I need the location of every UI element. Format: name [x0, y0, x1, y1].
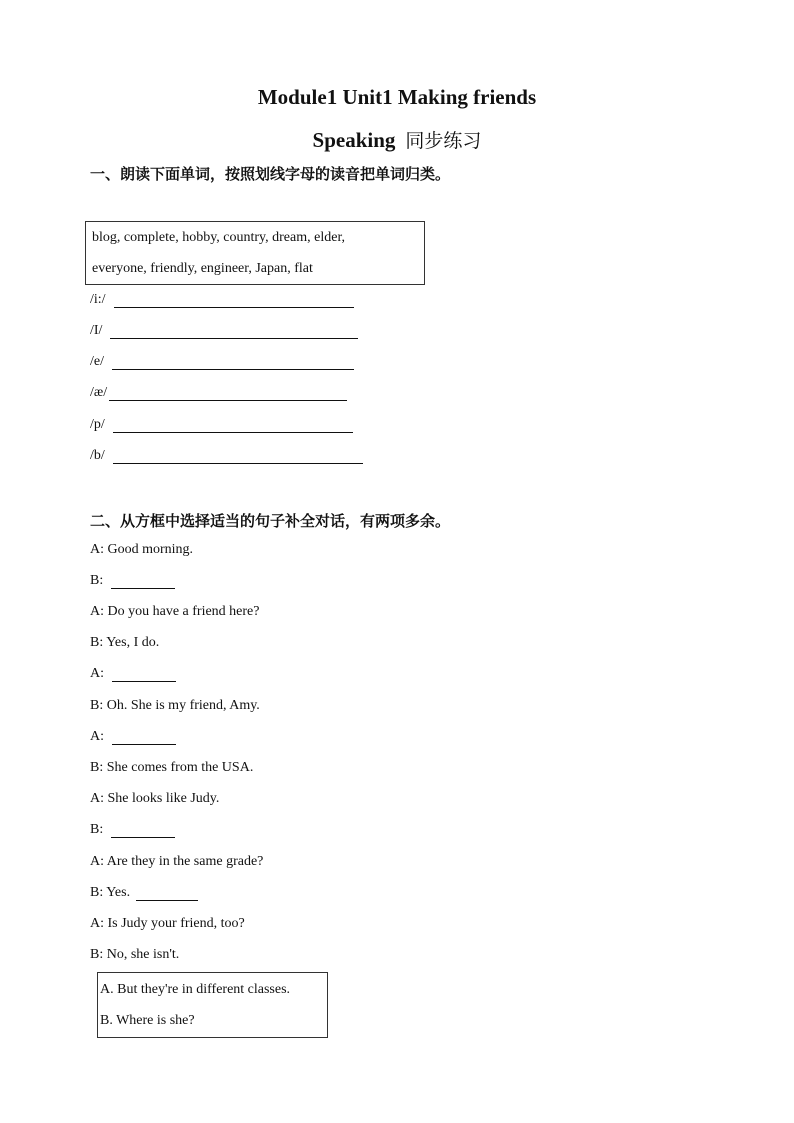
answer-blank[interactable] — [112, 667, 176, 682]
dialogue-line — [90, 729, 176, 745]
dialogue-text: B: She comes from the USA. — [90, 760, 254, 775]
dialogue-line — [90, 573, 175, 589]
answer-blank[interactable] — [109, 386, 347, 401]
dialogue-text: B: Yes. — [90, 885, 131, 900]
dialogue-text: B: — [90, 822, 104, 837]
phonetic-row — [90, 354, 354, 370]
answer-blank[interactable] — [114, 293, 354, 308]
dialogue-line — [90, 916, 245, 932]
answer-blank[interactable] — [136, 886, 198, 901]
dialogue-text: A: Is Judy your friend, too? — [90, 916, 245, 931]
answer-blank[interactable] — [113, 449, 363, 464]
subtitle-english: Speaking — [312, 128, 396, 152]
answer-blank[interactable] — [111, 574, 175, 589]
dialogue-text: B: No, she isn't. — [90, 947, 180, 962]
dialogue-text: A: Are they in the same grade? — [90, 854, 264, 869]
subtitle-chinese: 同步练习 — [405, 130, 482, 152]
dialogue-line — [90, 604, 259, 620]
answer-blank[interactable] — [111, 823, 175, 838]
phonetic-label: /i:/ — [90, 292, 106, 307]
dialogue-line — [90, 666, 176, 682]
word-box-line-2: everyone, friendly, engineer, Japan, flat — [92, 261, 313, 276]
answer-blank[interactable] — [113, 418, 353, 433]
phonetic-row — [90, 417, 353, 433]
dialogue-line — [90, 760, 253, 776]
phonetic-label: /b/ — [90, 448, 105, 463]
section2-heading: 二、从方框中选择适当的句子补全对话，有两项多余。 — [90, 512, 451, 530]
word-box — [85, 221, 425, 285]
dialogue-line — [90, 854, 263, 870]
option-a: A. But they're in different classes. — [100, 982, 291, 997]
phonetic-row — [90, 448, 363, 464]
phonetic-row — [90, 292, 354, 308]
dialogue-text: A: — [90, 729, 104, 744]
answer-blank[interactable] — [110, 324, 358, 339]
dialogue-text: A: Good morning. — [90, 542, 194, 557]
dialogue-line — [90, 542, 193, 558]
phonetic-label: /I/ — [90, 323, 103, 338]
phonetic-label: /æ/ — [90, 385, 108, 400]
phonetic-label: /e/ — [90, 354, 104, 369]
page-subtitle — [0, 126, 794, 153]
answer-blank[interactable] — [112, 355, 354, 370]
dialogue-text: B: — [90, 573, 104, 588]
options-box — [97, 972, 328, 1038]
dialogue-line — [90, 635, 159, 651]
dialogue-text: A: Do you have a friend here? — [90, 604, 260, 619]
dialogue-line — [90, 822, 175, 838]
option-b: B. Where is she? — [100, 1013, 195, 1028]
dialogue-line — [90, 885, 198, 901]
dialogue-line — [90, 791, 219, 807]
dialogue-line — [90, 698, 260, 714]
phonetic-row — [90, 385, 347, 401]
answer-blank[interactable] — [112, 730, 176, 745]
dialogue-line — [90, 947, 179, 963]
dialogue-text: A: She looks like Judy. — [90, 791, 220, 806]
phonetic-label: /p/ — [90, 417, 105, 432]
dialogue-text: A: — [90, 666, 104, 681]
page-title: Module1 Unit1 Making friends — [257, 85, 537, 109]
word-box-line-1: blog, complete, hobby, country, dream, elder, — [92, 230, 346, 245]
dialogue-text: B: Oh. She is my friend, Amy. — [90, 698, 260, 713]
section1-heading: 一、朗读下面单词，按照划线字母的读音把单词归类。 — [90, 165, 451, 183]
phonetic-row — [90, 323, 358, 339]
dialogue-text: B: Yes, I do. — [90, 635, 160, 650]
